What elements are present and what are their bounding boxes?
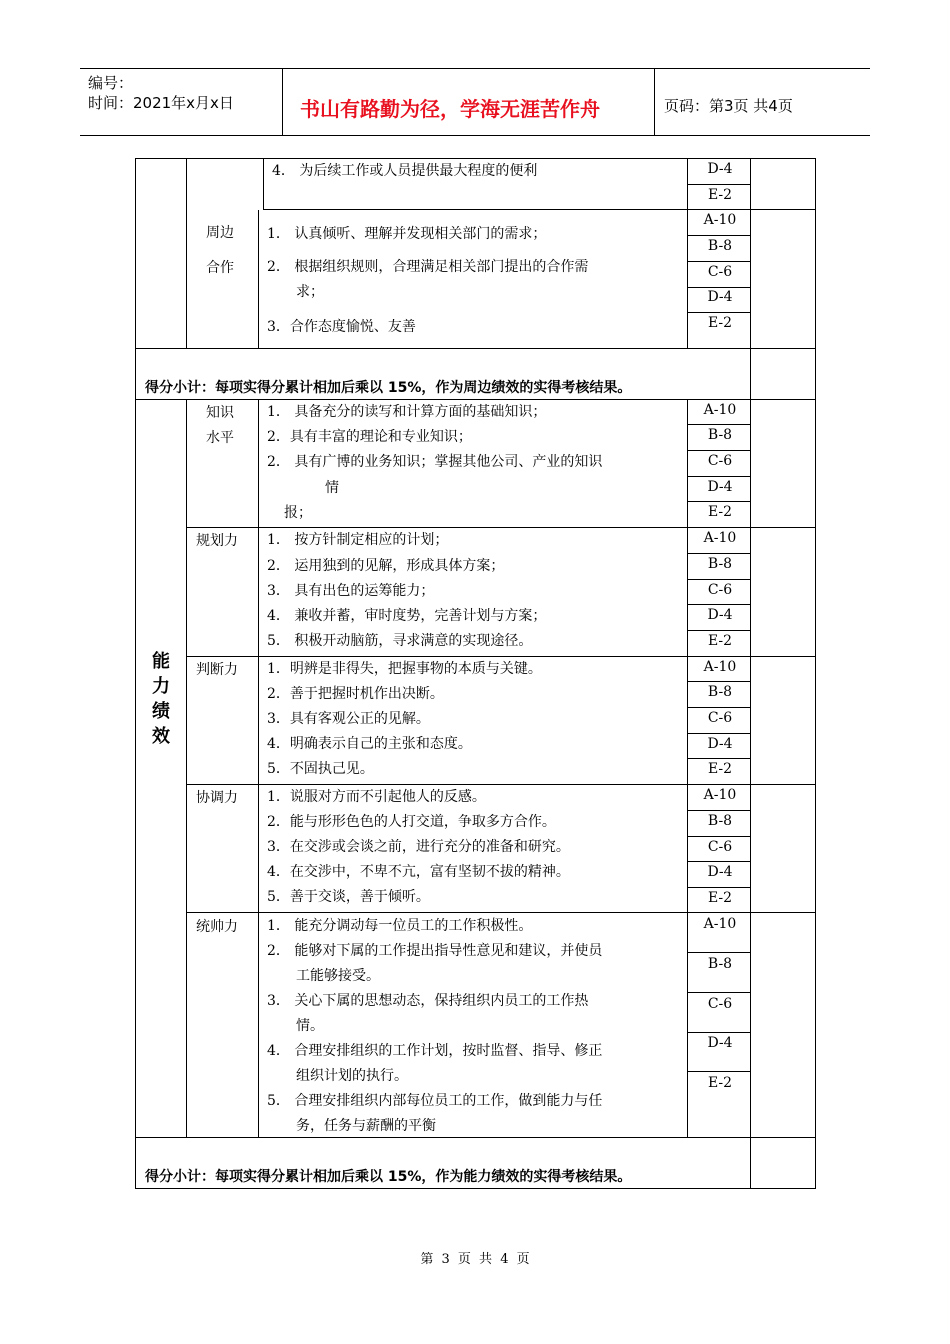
grade-a: A-10 — [703, 916, 737, 932]
judgment-item: 4．明确表示自己的主张和态度。 — [267, 736, 472, 752]
grade-a: A-10 — [703, 787, 737, 803]
ability-section-label: 能 力 绩 效 — [152, 651, 170, 747]
grade-row-line — [687, 887, 751, 888]
knowledge-item: 2． 具有广博的业务知识；掌握其他公司、产业的知识 — [267, 454, 603, 470]
grade-c: C-6 — [707, 264, 733, 280]
planning-item: 2． 运用独到的见解，形成具体方案； — [267, 558, 505, 574]
coordination-item: 3．在交涉或会谈之前，进行充分的准备和研究。 — [267, 839, 570, 855]
coordination-item: 5．善于交谈，善于倾听。 — [267, 889, 430, 905]
grade-row-line — [687, 501, 751, 502]
grade-d: D-4 — [707, 161, 733, 177]
row-line — [186, 656, 816, 657]
grade-row-line — [687, 579, 751, 580]
knowledge-item: 报； — [284, 505, 312, 521]
grade-row-line — [687, 287, 751, 288]
planning-item: 1． 按方针制定相应的计划； — [267, 532, 449, 548]
category-knowledge-line2: 水平 — [206, 430, 234, 446]
peripheral-item: 求； — [296, 284, 324, 300]
grade-e: E-2 — [707, 890, 733, 906]
grade-row-line — [687, 810, 751, 811]
grade-c: C-6 — [707, 996, 733, 1012]
leadership-item: 1． 能充分调动每一位员工的工作积极性。 — [267, 918, 533, 934]
header-divider-right — [654, 68, 655, 136]
category-coordination: 协调力 — [196, 790, 238, 806]
leadership-item: 3． 关心下属的思想动态，保持组织内员工的工作热 — [267, 993, 589, 1009]
grade-row-line — [687, 235, 751, 236]
grade-e: E-2 — [707, 187, 733, 203]
category-knowledge-line1: 知识 — [206, 405, 234, 421]
planning-item: 5． 积极开动脑筋，寻求满意的实现途径。 — [267, 633, 533, 649]
leadership-item: 务，任务与薪酬的平衡 — [296, 1118, 436, 1134]
judgment-item: 3．具有客观公正的见解。 — [267, 711, 430, 727]
row-line — [263, 209, 816, 210]
grade-row-line — [687, 184, 751, 185]
grade-row-line — [687, 261, 751, 262]
judgment-item: 5．不固执己见。 — [267, 761, 374, 777]
col-line-item — [258, 399, 259, 1138]
knowledge-item: 情 — [325, 480, 339, 496]
table-border-top — [135, 158, 816, 159]
col-line-grade — [687, 399, 688, 1138]
grade-d: D-4 — [707, 607, 733, 623]
leadership-item: 5． 合理安排组织内部每位员工的工作，做到能力与任 — [267, 1093, 603, 1109]
col-line-item-top — [263, 158, 264, 210]
document-number-label: 编号： — [88, 74, 134, 92]
header-top-rule — [80, 68, 870, 69]
category-leadership: 统帅力 — [196, 919, 238, 935]
header-motto: 书山有路勤为径，学海无涯苦作舟 — [300, 97, 600, 121]
leadership-item: 2． 能够对下属的工作提出指导性意见和建议，并使员 — [267, 943, 603, 959]
planning-item: 4． 兼收并蓄，审时度势，完善计划与方案； — [267, 608, 547, 624]
ability-subtotal: 得分小计：每项实得分累计相加后乘以 15%，作为能力绩效的实得考核结果。 — [145, 1169, 632, 1185]
grade-row-line — [687, 733, 751, 734]
grade-row-line — [687, 1032, 751, 1033]
category-peripheral-line1: 周边 — [206, 225, 234, 241]
grade-row-line — [687, 861, 751, 862]
grade-row-line — [687, 553, 751, 554]
grade-e: E-2 — [707, 315, 733, 331]
grade-b: B-8 — [707, 684, 733, 700]
grade-b: B-8 — [707, 813, 733, 829]
grade-row-line — [687, 476, 751, 477]
grade-e: E-2 — [707, 633, 733, 649]
row-line — [186, 912, 816, 913]
grade-b: B-8 — [707, 956, 733, 972]
header-bottom-rule — [80, 135, 870, 136]
grade-row-line — [687, 604, 751, 605]
grade-row-line — [687, 707, 751, 708]
peripheral-item: 1． 认真倾听、理解并发现相关部门的需求； — [267, 226, 547, 242]
col-line-item — [258, 210, 259, 348]
col-line-category — [186, 399, 187, 1138]
row-line — [186, 784, 816, 785]
grade-c: C-6 — [707, 710, 733, 726]
grade-row-line — [687, 681, 751, 682]
coordination-item: 4．在交涉中，不卑不亢，富有坚韧不拔的精神。 — [267, 864, 570, 880]
judgment-item: 2．善于把握时机作出决断。 — [267, 686, 444, 702]
grade-e: E-2 — [707, 1075, 733, 1091]
grade-row-line — [687, 952, 751, 953]
grade-row-line — [687, 424, 751, 425]
table-border-left — [135, 158, 136, 1189]
grade-a: A-10 — [703, 530, 737, 546]
grade-d: D-4 — [707, 1035, 733, 1051]
knowledge-item: 2．具有丰富的理论和专业知识； — [267, 429, 472, 445]
row-line — [135, 399, 816, 400]
row-line — [135, 348, 816, 349]
grade-row-line — [687, 630, 751, 631]
peripheral-subtotal: 得分小计：每项实得分累计相加后乘以 15%，作为周边绩效的实得考核结果。 — [145, 380, 632, 396]
page-footer: 第 3 页 共 4 页 — [420, 1252, 530, 1267]
grade-row-line — [687, 836, 751, 837]
header-divider-left — [282, 68, 283, 136]
document-date-label: 时间：2021年x月x日 — [88, 94, 234, 112]
page-info: 页码：第3页 共4页 — [664, 97, 793, 115]
category-peripheral-line2: 合作 — [206, 260, 234, 276]
grade-d: D-4 — [707, 479, 733, 495]
knowledge-item: 1． 具备充分的读写和计算方面的基础知识； — [267, 404, 547, 420]
grade-row-line — [687, 992, 751, 993]
grade-c: C-6 — [707, 582, 733, 598]
grade-row-line — [687, 1071, 751, 1072]
planning-item: 3． 具有出色的运筹能力； — [267, 583, 435, 599]
row-line — [135, 1137, 816, 1138]
table-border-bottom — [135, 1188, 816, 1189]
leadership-item: 情。 — [296, 1018, 324, 1034]
grade-e: E-2 — [707, 761, 733, 777]
grade-a: A-10 — [703, 659, 737, 675]
judgment-item: 1．明辨是非得失，把握事物的本质与关键。 — [267, 661, 542, 677]
grade-row-line — [687, 450, 751, 451]
category-judgment: 判断力 — [196, 662, 238, 678]
grade-row-line — [687, 758, 751, 759]
grade-a: A-10 — [703, 212, 737, 228]
grade-c: C-6 — [707, 453, 733, 469]
grade-e: E-2 — [707, 504, 733, 520]
category-planning: 规划力 — [196, 533, 238, 549]
leadership-item: 工能够接受。 — [296, 968, 380, 984]
grade-row-line — [687, 312, 751, 313]
grade-c: C-6 — [707, 839, 733, 855]
grade-a: A-10 — [703, 402, 737, 418]
peripheral-item: 3．合作态度愉悦、友善 — [267, 319, 416, 335]
leadership-item: 4． 合理安排组织的工作计划，按时监督、指导、修正 — [267, 1043, 603, 1059]
grade-b: B-8 — [707, 427, 733, 443]
peripheral-item: 2． 根据组织规则，合理满足相关部门提出的合作需 — [267, 259, 589, 275]
row-line — [186, 527, 816, 528]
grade-b: B-8 — [707, 238, 733, 254]
grade-d: D-4 — [707, 864, 733, 880]
carry-item-4: 4． 为后续工作或人员提供最大程度的便利 — [272, 163, 538, 179]
grade-b: B-8 — [707, 556, 733, 572]
grade-d: D-4 — [707, 289, 733, 305]
leadership-item: 组织计划的执行。 — [296, 1068, 408, 1084]
coordination-item: 1．说服对方而不引起他人的反感。 — [267, 789, 486, 805]
col-line-category — [186, 158, 187, 348]
grade-d: D-4 — [707, 736, 733, 752]
table-border-right — [815, 158, 816, 1189]
col-line-grade — [687, 158, 688, 348]
coordination-item: 2．能与形形色色的人打交道，争取多方合作。 — [267, 814, 556, 830]
